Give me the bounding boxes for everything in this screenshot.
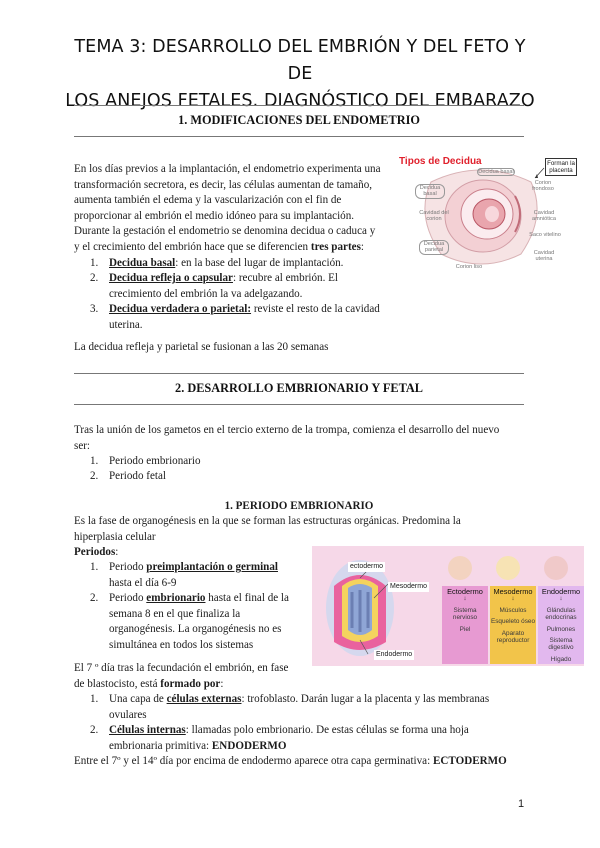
list-item [109,723,539,754]
list-item: Periodo embrionario [109,455,201,467]
figure-label: Cavidad amniótica [532,210,556,223]
figure-label: Saco vitelino [529,232,561,238]
figure-label: Decidua parietal [419,240,449,255]
figure-label: Cavidad del corion [419,210,449,223]
list-number: 2. [90,272,99,284]
list-item [109,271,409,302]
list-item [109,560,309,591]
text-line [74,240,400,256]
section-heading: 2. DESARROLLO EMBRIONARIO Y FETAL [175,381,423,395]
text-span: hasta el final de la [205,592,289,604]
figure-heads [436,546,586,586]
ectodermo-column [442,586,488,664]
divider [74,136,524,137]
text-line: transformación secretora, es decir, las células aumentan de tamaño, [74,178,373,191]
bold-term: tres partes [310,240,361,253]
text-line: proporcionar al embrión el medio idóneo para su implantación. [74,209,355,222]
figure-note: Forman la placenta [545,158,577,176]
bold-term: Decidua basal [109,257,176,269]
text-span: : [115,546,119,558]
note-text: La decidua refleja y parietal se fusionan a las 20 semanas [74,341,329,353]
figure-label: Endodermo [376,651,413,658]
text-span: y el crecimiento del embrión hace que se diferencien [74,240,311,253]
list-number: 2. [90,724,99,736]
text-line: El 7 º día tras la fecundación el embrión, en fase [74,662,289,674]
bold-term: ENDODERMO [211,739,287,752]
text-line: hasta el día 6-9 [109,576,177,589]
bold-term: embrionario [146,592,206,604]
text-span: Una capa de [109,693,167,705]
text-span: : en la base del lugar de implantación. [175,257,344,269]
list-item [109,256,409,272]
text-span: Entre el 7º y el 14º día por encima de endodermo aparece otra capa germinativa: [74,755,433,767]
arrow-icon: ↓ [511,595,515,603]
list-item [109,591,309,653]
page-number: 1 [518,798,525,810]
figure-label: Decidua basal [478,169,514,175]
text-line: simultánea en todos los sistemas [109,638,254,651]
column-item: Hígado [550,655,572,663]
bold-term: formado por [160,677,221,690]
text-span: de blastocisto, está [74,677,161,690]
list-number: 1. [90,561,99,573]
figure-title: Tipos de Decidua [399,156,482,167]
list-number: 2. [90,470,99,482]
section1-paragraph [74,162,400,256]
figure-label: Decidua basal [415,184,445,199]
bold-term: Decidua verdadera o parietal: [109,303,252,315]
text-line: ovulares [109,708,147,721]
text-line: uterina. [109,318,143,331]
column-item: Aparato reproductor [496,629,530,645]
column-heading: Ectodermo [447,587,483,596]
column-heading: Mesodermo [493,587,533,596]
subsection-paragraph [74,514,534,545]
figure-label: ectodermo [350,563,384,570]
column-item: Glándulas endocrinas [545,606,577,622]
title-line-2: LOS ANEJOS FETALES. DIAGNÓSTICO DEL EMBARAZO [65,91,535,111]
text-line: hiperplasia celular [74,530,156,543]
list-number: 1. [90,455,99,467]
text-line: semana 8 en el que finaliza la [109,607,241,620]
text-line: Tras la unión de los gametos en el tercio externo de la trompa, comienza el desarrollo del nuevo [74,424,500,436]
text-span: embrionaria primitiva: [109,739,212,752]
figure-label: Mesodermo [390,583,427,590]
text-line: ser: [74,439,91,452]
title-line-1: TEMA 3: DESARROLLO DEL EMBRIÓN Y DEL FETO Y DE [74,37,526,84]
column-item: Piel [459,625,471,633]
arrow-icon: ↓ [463,595,467,603]
column-item: Músculos [499,606,527,614]
germ-layers-figure [312,546,584,666]
divider [74,105,524,106]
column-heading: Endodermo [541,587,581,596]
list-number: 3. [90,303,99,315]
document-title [60,34,540,115]
divider [74,373,524,374]
arrow-icon: ↓ [559,595,563,603]
figure-label: Corion liso [455,264,483,270]
text-line: En los días previos a la implantación, el endometrio experimenta una [74,163,381,175]
column-item: Sistema digestivo [548,637,574,652]
list-number: 1. [90,257,99,269]
bold-term: Decidua refleja o capsular [109,272,233,284]
text-line: crecimiento del embrión la va adelgazando. [109,287,303,300]
text-line: aumenta también el edema y la vascularización con el fin de [74,194,342,207]
list-item [109,692,539,723]
bold-term: ECTODERMO [432,755,507,767]
figure-label: Corion frondoso [532,180,554,193]
text-span: Periodo [109,561,147,573]
day7-paragraph [74,661,314,692]
text-span: Periodo [109,592,147,604]
text-line: organogénesis. La organogénesis no es [109,623,282,636]
decidua-figure [397,156,575,276]
text-span: : trofoblasto. Darán lugar a la placenta y las membranas [241,693,490,705]
text-span: : llamadas polo embrionario. De estas células se forma una hoja [185,724,469,736]
bold-term: Periodos [74,546,116,558]
divider [74,404,524,405]
section2-intro [74,423,534,454]
endodermo-column [538,586,584,664]
column-item: Sistema nervioso [452,606,478,622]
text-span: reviste el resto de la cavidad [251,303,380,315]
figure-label: Cavidad uterina [533,250,555,263]
list-number: 2. [90,592,99,604]
mesodermo-column [490,586,536,664]
subsection-heading: 1. PERIODO EMBRIONARIO [224,500,374,512]
text-line: Es la fase de organogénesis en la que se forman las estructuras orgánicas. Predomina la [74,515,461,527]
periodos-label [74,545,118,561]
list-item: Periodo fetal [109,470,166,482]
section-heading: 1. MODIFICACIONES DEL ENDOMETRIO [178,113,420,127]
bold-term: células externas [166,693,242,705]
column-item: Esqueleto óseo [490,618,536,626]
text-span: : recubre al embrión. El [232,272,339,284]
text-span: : [220,677,224,690]
list-number: 1. [90,693,99,705]
text-span: : [360,240,364,253]
bold-term: Células internas [109,724,186,736]
text-line: Durante la gestación el endometrio se denomina decidua o caduca y [74,225,376,238]
column-item: Pulmones [546,625,576,633]
list-item [109,302,409,333]
bold-term: preimplantación o germinal [146,561,278,573]
last-paragraph [74,754,544,770]
